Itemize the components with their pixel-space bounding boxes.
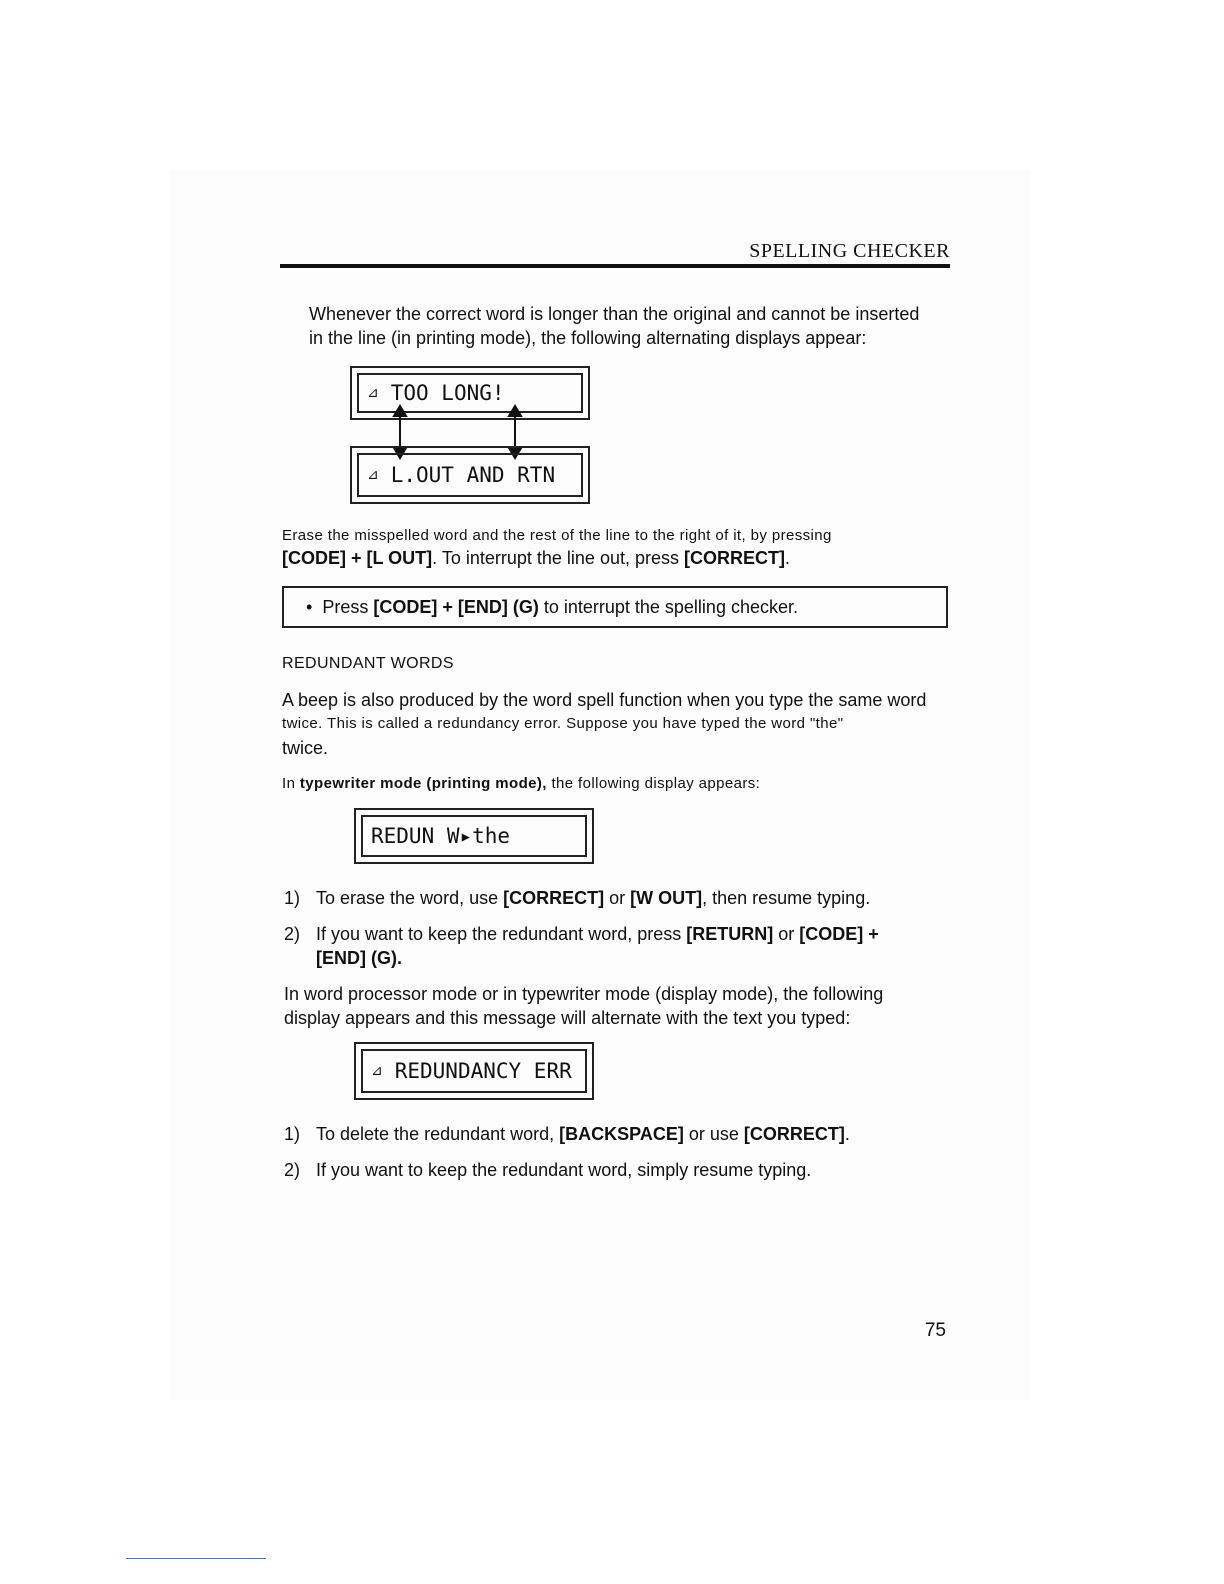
page-number: 75 bbox=[924, 1320, 946, 1341]
list-item: 2) If you want to keep the redundant word, simply resume typing. bbox=[284, 1160, 812, 1180]
lcd-text: REDUN W▸the bbox=[371, 824, 511, 848]
triangle-icon: ⊿ bbox=[367, 385, 379, 401]
wp-line-2: display appears and this message will alternate with the text you typed: bbox=[284, 1008, 851, 1028]
wp-line-1: In word processor mode or in typewriter mode (display mode), the following bbox=[284, 984, 884, 1004]
redundant-line-3: twice. bbox=[282, 738, 329, 758]
list-item: 1) To erase the word, use [CORRECT] or [W OUT], then resume typing. bbox=[284, 888, 871, 908]
key-code-end: [CODE] + [END] (G) bbox=[373, 597, 539, 617]
intro-line-1: Whenever the correct word is longer than the original and cannot be inserted bbox=[309, 304, 920, 324]
bullet: • bbox=[306, 597, 313, 617]
intro-line-2: in the line (in printing mode), the following alternating displays appear: bbox=[309, 328, 867, 348]
section-header: SPELLING CHECKER bbox=[749, 240, 950, 262]
typewriter-mode-line: In typewriter mode (printing mode), the following display appears: bbox=[282, 775, 761, 792]
redundant-line-1: A beep is also produced by the word spell function when you type the same word bbox=[282, 690, 927, 710]
triangle-icon: ⊿ bbox=[371, 1063, 383, 1079]
list-item: 2) If you want to keep the redundant word, press [RETURN] or [CODE] + [END] (G). bbox=[284, 924, 879, 968]
erase-line-2: [CODE] + [L OUT]. To interrupt the line out, press [CORRECT]. bbox=[282, 548, 790, 568]
lcd-text: TOO LONG! bbox=[390, 381, 505, 405]
lcd-display-lout bbox=[350, 446, 590, 504]
lcd-display-redun bbox=[354, 808, 594, 864]
redundant-line-2: twice. This is called a redundancy error. Suppose you have typed the word "the" bbox=[282, 715, 844, 732]
key-correct: [CORRECT] bbox=[683, 548, 785, 568]
header-rule bbox=[280, 264, 950, 268]
note-box: • Press [CODE] + [END] (G) to interrupt the spelling checker. bbox=[282, 586, 948, 628]
footer-link-rule bbox=[126, 1558, 266, 1559]
erase-line-1: Erase the misspelled word and the rest of the line to the right of it, by pressing bbox=[282, 527, 832, 544]
section-heading-redundant: REDUNDANT WORDS bbox=[282, 655, 454, 672]
lcd-text: L.OUT AND RTN bbox=[390, 463, 556, 487]
lcd-text: REDUNDANCY ERR bbox=[394, 1059, 572, 1083]
list-item: 1) To delete the redundant word, [BACKSPACE] or use [CORRECT]. bbox=[284, 1124, 850, 1144]
lcd-display-redundancy bbox=[354, 1042, 594, 1100]
key-code-lout: [CODE] + [L OUT] bbox=[282, 548, 433, 568]
triangle-icon: ⊿ bbox=[367, 467, 379, 483]
